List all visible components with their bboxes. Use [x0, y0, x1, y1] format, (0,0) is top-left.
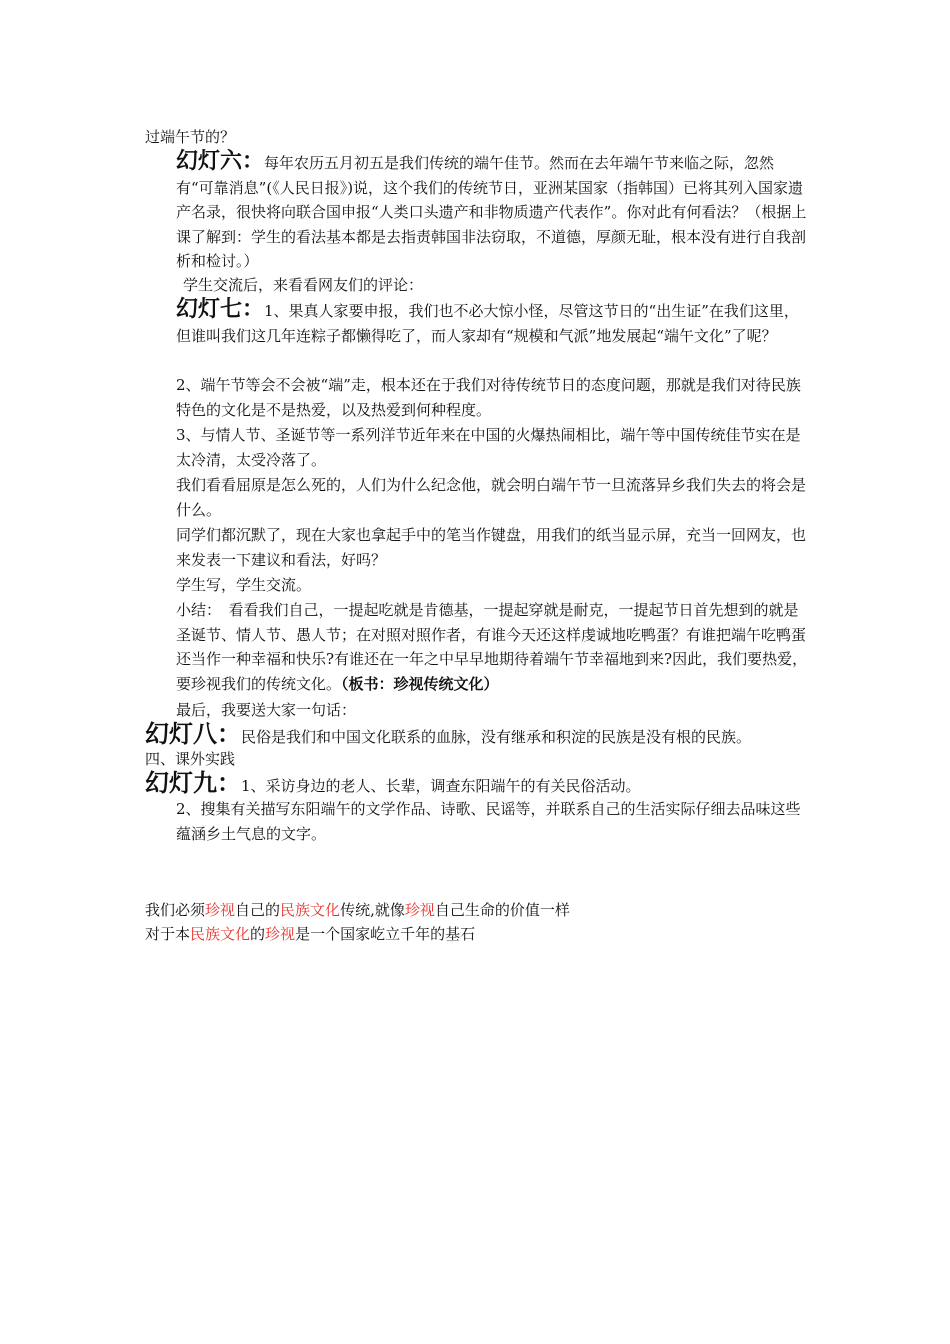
task-2: 2、搜集有关描写东阳端午的文学作品、诗歌、民谣等，并联系自己的生活实际仔细去品味这些蕴涵乡土气息的文字。: [176, 800, 801, 843]
slide9-paragraph: [145, 771, 810, 799]
quote1-highlight2: 民族文化: [280, 901, 341, 919]
quote1-highlight3: 珍视: [404, 901, 435, 919]
classmates-paragraph: 同学们都沉默了，现在大家也拿起手中的笔当作键盘，用我们的纸当显示屏，充当一回网友，也来发表一下建议和看法，好吗？: [176, 526, 807, 569]
slide6-text: 每年农历五月初五是我们传统的端午佳节。然而在去年端午节来临之际，忽然有“可靠消息”(《人民日报》)说，这个我们的传统节日，亚洲某国家（指韩国）已将其列入国家遗产名录，很快将向联合国申报“人类口头遗产和非物质遗产代表作”。你对此有何看法？（根据上课了解到：学生的看法基本都是去指责韩国非法窃取，不道德，厚颜无耻，根本没有进行自我剖析和检讨。）: [176, 154, 807, 270]
quote1-part1: 我们必须: [145, 901, 206, 919]
point-2: 2、端午节等会不会被“端”走，根本还在于我们对待传统节日的态度问题，那就是我们对待民族特色的文化是不是热爱，以及热爱到何种程度。: [176, 376, 801, 419]
slide8-text: 民俗是我们和中国文化联系的血脉，没有继承和积淀的民族是没有根的民族。: [241, 728, 752, 746]
quyuan-paragraph: 我们看看屈原是怎么死的，人们为什么纪念他，就会明白端午节一旦流落异乡我们失去的将会是什么。: [176, 476, 807, 519]
quote-1: [145, 898, 810, 923]
slide6-paragraph: [176, 150, 810, 274]
quote2-part2: 的: [250, 925, 266, 943]
summary-paragraph: [176, 598, 810, 696]
after-discussion: 学生交流后，来看看网友们的评论：: [183, 276, 424, 294]
summary-text: 小结： 看看我们自己，一提起吃就是肯德基，一提起穿就是耐克，一提起节日首先想到的就是圣诞节、情人节、愚人节；在对照对照作者，有谁今天还这样虔诚地吃鸭蛋？有谁把端午吃鸭蛋还当作一种幸福和快乐?有谁还在一年之中早早地期待着端午节幸福地到来?因此，我们要热爱，要珍视我们的传统文化。: [176, 601, 808, 693]
quote-2: [145, 922, 810, 947]
section-4-heading: 四、课外实践: [145, 750, 236, 768]
quote2-part3: 是一个国家屹立千年的基石: [295, 925, 476, 943]
slide6-label: 幻灯六：: [176, 149, 265, 174]
slide7-paragraph: [176, 298, 810, 348]
students-write: 学生写，学生交流。: [176, 576, 312, 594]
quote1-part2: 自己的: [235, 901, 281, 919]
slide7-text: 1、果真人家要申报，我们也不必大惊小怪，尽管这节日的“出生证”在我们这里，但谁叫我们这几年连粽子都懒得吃了，而人家却有“规模和气派”地发展起“端午文化”了呢？: [176, 302, 799, 345]
slide7-label: 幻灯七：: [176, 297, 265, 322]
top-line: 过端午节的？: [145, 128, 236, 146]
quote1-part3: 传统,就像: [340, 901, 405, 919]
quote1-part4: 自己生命的价值一样: [434, 901, 570, 919]
slide8-paragraph: [145, 722, 825, 750]
slide9-text: 1、采访身边的老人、长辈，调查东阳端午的有关民俗活动。: [241, 777, 641, 795]
quote2-part1: 对于本: [145, 925, 191, 943]
slide9-label: 幻灯九：: [145, 769, 241, 797]
slide8-label: 幻灯八：: [145, 720, 241, 748]
quote2-highlight1: 民族文化: [190, 925, 251, 943]
finally-line: 最后，我要送大家一句话：: [176, 701, 357, 719]
quote2-highlight2: 珍视: [265, 925, 296, 943]
quote1-highlight1: 珍视: [205, 901, 236, 919]
point-3: 3、与情人节、圣诞节等一系列洋节近年来在中国的火爆热闹相比，端午等中国传统佳节实在是太冷清，太受冷落了。: [176, 426, 801, 469]
board-note: （板书：珍视传统文化）: [341, 674, 499, 693]
